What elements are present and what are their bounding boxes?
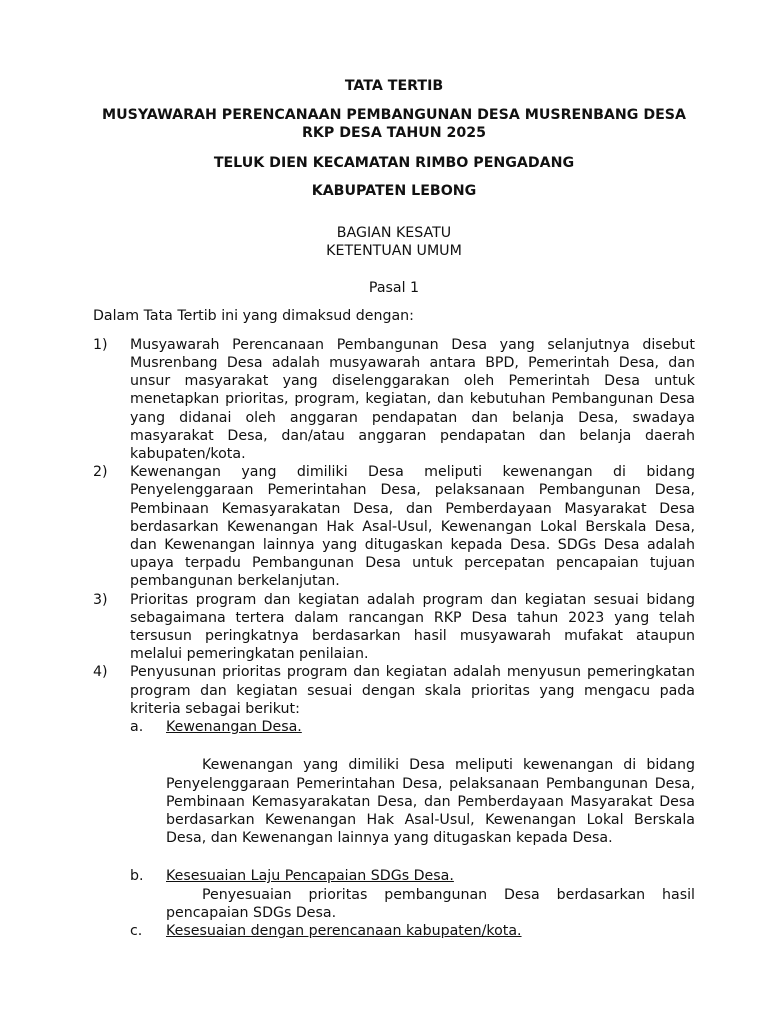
sub-item-letter: a. (130, 719, 144, 736)
sub-item-body: Penyesuaian prioritas pembangunan Desa berdasarkan hasil pencapaian SDGs Desa. (166, 886, 695, 921)
sub-item-body: Kewenangan yang dimiliki Desa meliputi kewenangan di bidang Penyelenggaraan Pemerintahan Desa, pelaksanaan Pembangunan Desa, Pembinaan Kemasyarakatan Desa, dan Pemberdayaan Masyarakat Desa berdasarkan Kewenangan Hak Asal-Usul, Kewenangan Lokal Berskala Desa, dan Kewenangan lainnya yang ditugaskan kepada Desa. (166, 757, 695, 847)
document-body (93, 77, 695, 940)
item-text: Prioritas program dan kegiatan adalah program dan kegiatan sesuai bidang sebagaimana tertera dalam rancangan RKP Desa tahun 2023 yang telah tersusun peringkatnya berdasarkan hasil musyawarah mufakat ataupun melalui pemeringkatan penilaian. (130, 591, 695, 663)
document-regency: KABUPATEN LEBONG (311, 182, 477, 199)
sub-item (130, 718, 695, 736)
item-text: Penyusunan prioritas program dan kegiatan adalah menyusun pemeringkatan program dan kegiatan sesuai dengan skala prioritas yang mengacu pada kriteria sebagai berikut: (130, 664, 695, 717)
item-text: Kewenangan yang dimiliki Desa meliputi kewenangan di bidang Penyelenggaraan Pemerintahan Desa, pelaksanaan Pembangunan Desa, Pembinaan Kemasyarakatan Desa, dan Pemberdayaan Masyarakat Desa berdasarkan Kewenangan Hak Asal-Usul, Kewenangan Lokal Berskala Desa, dan Kewenangan lainnya yang ditugaskan kepada Desa. SDGs Desa adalah upaya terpadu Pembangunan Desa untuk percepatan pencapaian tujuan pembangunan berkelanjutan. (130, 464, 695, 590)
intro-text: Dalam Tata Tertib ini yang dimaksud dengan: (93, 307, 414, 324)
sub-item-letter: b. (130, 868, 144, 885)
section-name: KETENTUAN UMUM (326, 243, 462, 260)
article-heading: Pasal 1 (368, 280, 420, 297)
list-item (93, 591, 695, 664)
sub-item-title: Kesesuaian Laju Pencapaian SDGs Desa. (166, 868, 454, 885)
sub-item-letter: c. (130, 922, 143, 939)
document-title: TATA TERTIB (344, 78, 444, 94)
list-item (93, 336, 695, 463)
item-number: 1) (93, 336, 108, 353)
list-item (93, 463, 695, 590)
document-subtitle: MUSYAWARAH PERENCANAAN PEMBANGUNAN DESA MUSRENBANG DESA RKP DESA TAHUN 2025 (101, 107, 687, 142)
sub-item (130, 867, 695, 885)
sub-item (130, 922, 695, 940)
sub-item-title: Kewenangan Desa. (166, 719, 302, 736)
section-part: BAGIAN KESATU (336, 225, 452, 242)
item-number: 4) (93, 664, 108, 681)
item-number: 3) (93, 591, 108, 608)
document-location: TELUK DIEN KECAMATAN RIMBO PENGADANG (213, 154, 575, 171)
item-number: 2) (93, 464, 108, 481)
list-item (93, 663, 695, 718)
sub-item-title: Kesesuaian dengan perencanaan kabupaten/kota. (166, 922, 522, 939)
item-text: Musyawarah Perencanaan Pembangunan Desa yang selanjutnya disebut Musrenbang Desa adalah musyawarah antara BPD, Pemerintah Desa, dan unsur masyarakat yang diselenggarakan oleh Pemerintah Desa untuk menetapkan prioritas, program, kegiatan, dan kebutuhan Pembangunan Desa yang didanai oleh anggaran pendapatan dan belanja Desa, swadaya masyarakat Desa, dan/atau anggaran pendapatan dan belanja daerah kabupaten/kota. (130, 336, 695, 463)
